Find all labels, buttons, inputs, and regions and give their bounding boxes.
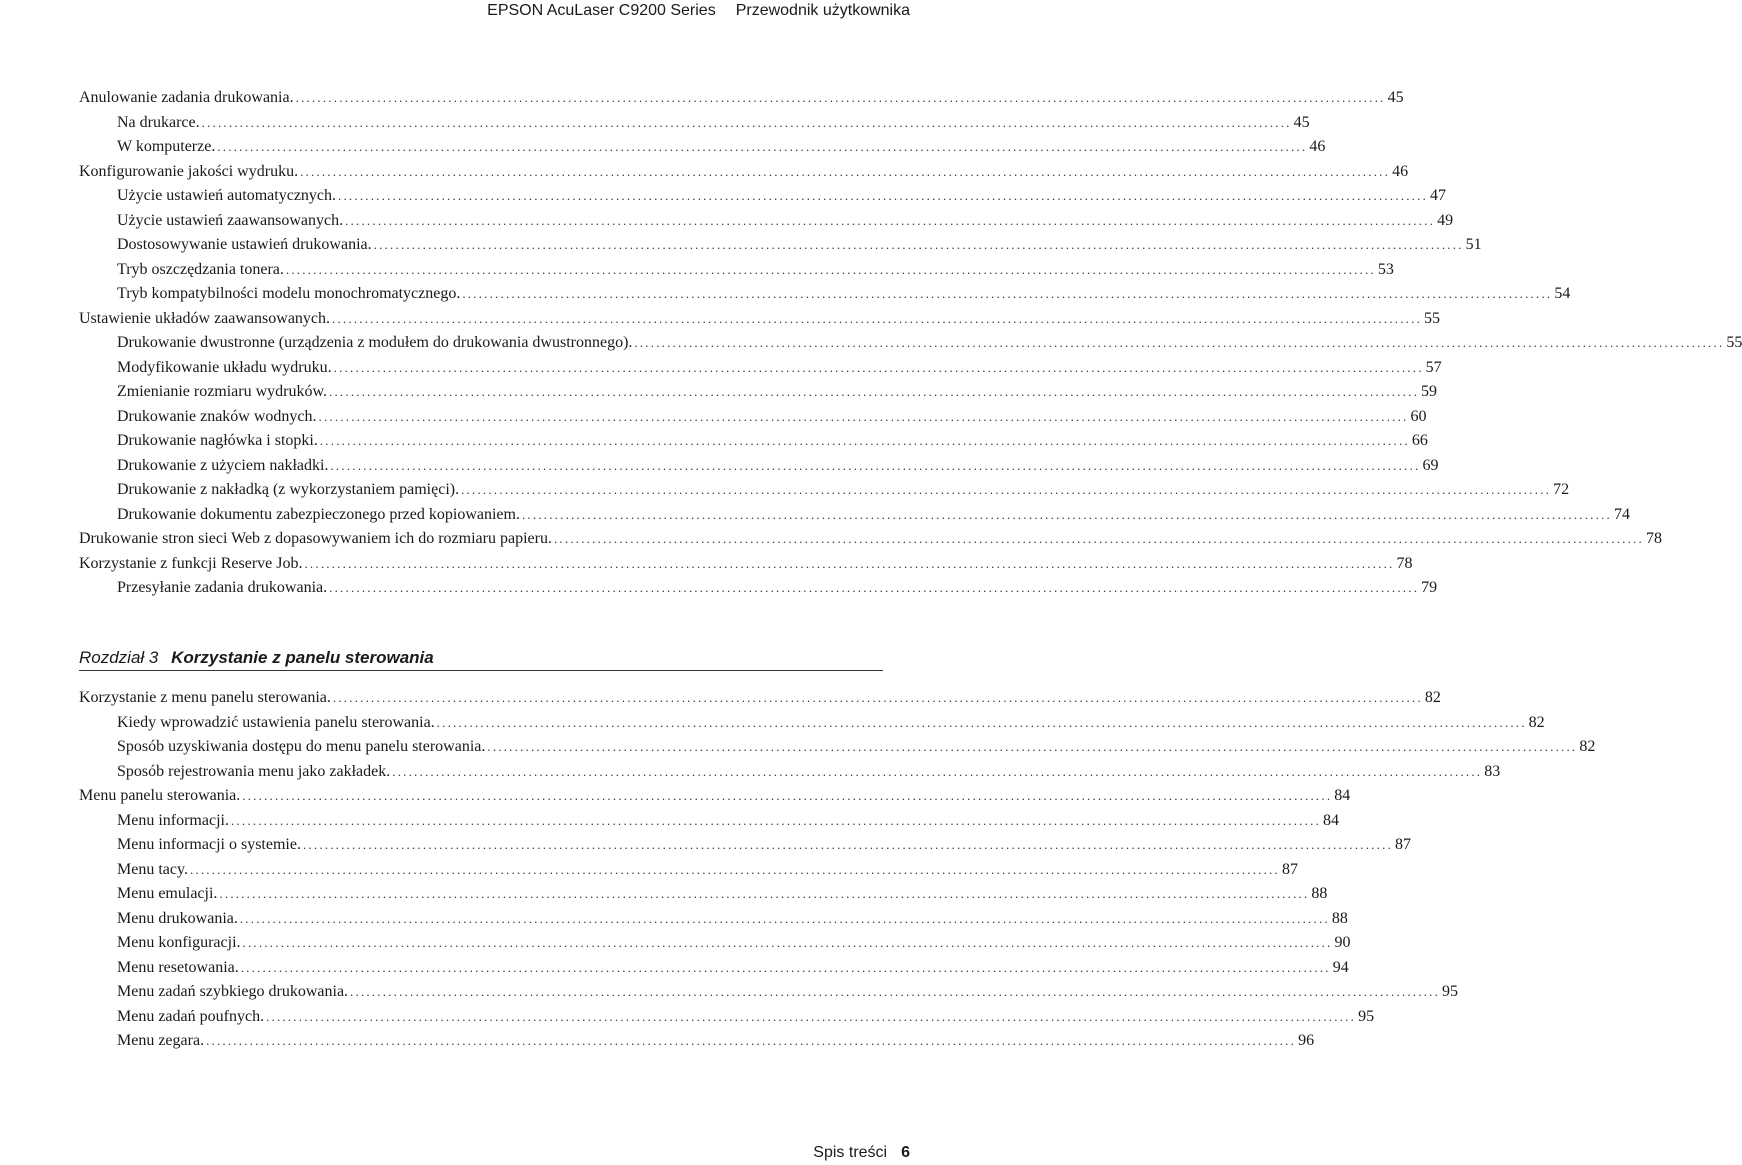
toc-entry[interactable] <box>79 833 1411 858</box>
toc-dot-leader: ........................................................................................................................................................................................................ <box>304 555 1395 571</box>
toc-entry-page: 95 <box>1358 1007 1375 1025</box>
toc-dot-leader: ........................................................................................................................................................................................................ <box>487 739 1578 754</box>
toc-entry-title: Anulowanie zadania drukowania. <box>79 89 294 106</box>
toc-entry-page: 59 <box>1421 383 1438 400</box>
toc-dot-leader: ........................................................................................................................................................................................................ <box>553 531 1644 546</box>
toc-entry[interactable] <box>79 380 1438 405</box>
toc-entry[interactable] <box>79 135 1326 160</box>
toc-entry-page: 45 <box>1387 89 1404 106</box>
toc-dot-leader: ........................................................................................................................................................................................................ <box>189 861 1280 877</box>
toc-entry-page: 82 <box>1579 738 1596 755</box>
toc-entry-title: Drukowanie z nakładką (z wykorzystaniem pamięci). <box>117 481 460 498</box>
toc-entry-page: 87 <box>1281 860 1298 878</box>
toc-entry[interactable] <box>79 503 1630 528</box>
toc-dot-leader: ........................................................................................................................................................................................................ <box>392 763 1483 779</box>
toc-entry[interactable] <box>79 307 1441 332</box>
toc-entry[interactable] <box>79 931 1351 956</box>
toc-entry-page: 82 <box>1424 689 1441 706</box>
toc-dot-leader: ........................................................................................................................................................................................................ <box>300 163 1391 179</box>
toc-entry[interactable] <box>79 809 1339 834</box>
toc-entry[interactable] <box>79 1005 1375 1030</box>
toc-entry-title: Dostosowywanie ustawień drukowania. <box>117 236 372 253</box>
toc-dot-leader: ........................................................................................................................................................................................................ <box>345 212 1436 228</box>
toc-entry-title: Na drukarce. <box>117 113 200 131</box>
toc-dot-leader: ........................................................................................................................................................................................................ <box>634 335 1725 350</box>
toc-dot-leader: ........................................................................................................................................................................................................ <box>319 433 1410 448</box>
toc-dot-leader: ........................................................................................................................................................................................................ <box>329 384 1420 399</box>
toc-entry-page: 96 <box>1298 1032 1315 1049</box>
toc-dot-leader: ........................................................................................................................................................................................................ <box>436 714 1527 730</box>
toc-entry-page: 51 <box>1465 236 1482 253</box>
toc-entry-title: Drukowanie stron sieci Web z dopasowywaniem ich do rozmiaru papieru. <box>79 530 552 547</box>
toc-entry[interactable] <box>79 405 1427 430</box>
toc-entry-page: 84 <box>1322 811 1339 829</box>
toc-entry[interactable] <box>79 784 1351 809</box>
toc-section-2 <box>79 686 1596 1054</box>
toc-entry-title: Menu zegara. <box>117 1032 205 1049</box>
toc-entry-page: 45 <box>1293 113 1310 131</box>
chapter-heading <box>79 645 883 671</box>
toc-entry[interactable] <box>79 258 1394 283</box>
chapter-label: Rozdział 3 <box>79 648 159 667</box>
toc-entry[interactable] <box>79 735 1596 760</box>
toc-entry[interactable] <box>79 429 1428 454</box>
toc-entry-page: 60 <box>1410 407 1427 425</box>
toc-entry-page: 47 <box>1430 187 1447 204</box>
toc-entry-page: 94 <box>1332 958 1349 976</box>
toc-entry-title: Sposób uzyskiwania dostępu do menu panelu sterowania. <box>117 738 486 755</box>
toc-dot-leader: ........................................................................................................................................................................................................ <box>266 1008 1357 1024</box>
toc-entry[interactable] <box>79 882 1328 907</box>
toc-dot-leader: ........................................................................................................................................................................................................ <box>201 114 1292 130</box>
toc-entry-title: Korzystanie z funkcji Reserve Job. <box>79 554 303 572</box>
toc-dot-leader: ........................................................................................................................................................................................................ <box>230 812 1321 828</box>
toc-entry[interactable] <box>79 956 1349 981</box>
toc-entry-title: Sposób rejestrowania menu jako zakładek. <box>117 762 391 780</box>
toc-entry-title: Drukowanie znaków wodnych. <box>117 407 317 425</box>
toc-entry-title: Drukowanie dokumentu zabezpieczonego przed kopiowaniem. <box>117 505 520 523</box>
toc-entry-title: Tryb oszczędzania tonera. <box>117 260 284 278</box>
toc-dot-leader: ........................................................................................................................................................................................................ <box>338 188 1429 203</box>
toc-entry-title: Menu resetowania. <box>117 958 239 976</box>
page-footer <box>813 1144 910 1162</box>
footer-page-number: 6 <box>901 1144 910 1161</box>
toc-dot-leader: ........................................................................................................................................................................................................ <box>242 935 1333 950</box>
toc-entry-page: 82 <box>1528 713 1545 731</box>
toc-entry-page: 88 <box>1311 885 1328 902</box>
toc-entry[interactable] <box>79 552 1413 577</box>
toc-entry-page: 87 <box>1394 836 1411 853</box>
product-name: EPSON AcuLaser C9200 Series <box>487 2 716 19</box>
toc-entry[interactable] <box>79 478 1570 503</box>
toc-entry-page: 95 <box>1442 983 1459 1000</box>
toc-entry-title: Przesyłanie zadania drukowania. <box>117 579 328 596</box>
toc-dot-leader: ........................................................................................................................................................................................................ <box>333 359 1424 375</box>
toc-entry-page: 54 <box>1554 285 1571 302</box>
toc-entry[interactable] <box>79 527 1662 552</box>
toc-entry-page: 83 <box>1484 762 1501 780</box>
toc-dot-leader: ........................................................................................................................................................................................................ <box>302 837 1393 852</box>
toc-entry-page: 79 <box>1421 579 1438 596</box>
toc-dot-leader: ........................................................................................................................................................................................................ <box>217 139 1308 154</box>
toc-entry-page: 53 <box>1377 260 1394 278</box>
toc-entry-title: Menu informacji o systemie. <box>117 836 301 853</box>
toc-entry[interactable] <box>79 282 1571 307</box>
toc-entry[interactable] <box>79 454 1439 479</box>
toc-entry-title: Drukowanie nagłówka i stopki. <box>117 432 318 449</box>
toc-entry-title: Konfigurowanie jakości wydruku. <box>79 162 299 180</box>
toc-entry[interactable] <box>79 576 1438 601</box>
toc-entry-title: Korzystanie z menu panelu sterowania. <box>79 689 331 706</box>
toc-entry[interactable] <box>79 907 1348 932</box>
toc-entry-page: 49 <box>1437 211 1454 229</box>
toc-entry[interactable] <box>79 209 1454 234</box>
toc-entry-page: 72 <box>1553 481 1570 498</box>
toc-entry[interactable] <box>79 1029 1315 1054</box>
toc-entry[interactable] <box>79 233 1482 258</box>
toc-entry-title: Menu informacji. <box>117 811 229 829</box>
toc-dot-leader: ........................................................................................................................................................................................................ <box>318 408 1409 424</box>
toc-entry[interactable] <box>79 111 1310 136</box>
toc-entry-page: 55 <box>1726 334 1742 351</box>
toc-dot-leader: ........................................................................................................................................................................................................ <box>373 237 1464 252</box>
toc-dot-leader: ........................................................................................................................................................................................................ <box>239 910 1330 926</box>
chapter-title: Korzystanie z panelu sterowania <box>171 648 434 667</box>
toc-entry-title: Zmienianie rozmiaru wydruków. <box>117 383 328 400</box>
toc-section-1 <box>79 86 1742 601</box>
toc-entry-title: Menu zadań szybkiego drukowania. <box>117 983 349 1000</box>
toc-entry[interactable] <box>79 86 1404 111</box>
toc-dot-leader: ........................................................................................................................................................................................................ <box>332 690 1423 705</box>
toc-entry-page: 78 <box>1396 554 1413 572</box>
toc-entry-title: Menu tacy. <box>117 860 188 878</box>
toc-entry-page: 57 <box>1425 358 1442 376</box>
toc-entry-page: 78 <box>1645 530 1662 547</box>
toc-entry-page: 69 <box>1422 456 1439 474</box>
toc-entry-page: 46 <box>1392 162 1409 180</box>
toc-entry-page: 90 <box>1334 934 1351 951</box>
toc-entry-title: Kiedy wprowadzić ustawienia panelu sterowania. <box>117 713 435 731</box>
toc-entry-title: Drukowanie z użyciem nakładki. <box>117 456 329 474</box>
toc-entry-title: Użycie ustawień automatycznych. <box>117 187 337 204</box>
toc-dot-leader: ........................................................................................................................................................................................................ <box>242 788 1333 803</box>
toc-entry-title: Menu emulacji. <box>117 885 218 902</box>
toc-dot-leader: ........................................................................................................................................................................................................ <box>285 261 1376 277</box>
toc-entry-title: Użycie ustawień zaawansowanych. <box>117 211 344 229</box>
toc-dot-leader: ........................................................................................................................................................................................................ <box>350 984 1441 999</box>
toc-entry-page: 74 <box>1613 505 1630 523</box>
page-header <box>487 0 910 21</box>
toc-dot-leader: ........................................................................................................................................................................................................ <box>521 506 1612 522</box>
toc-entry[interactable] <box>79 356 1442 381</box>
toc-entry-page: 66 <box>1411 432 1428 449</box>
footer-section: Spis treści <box>813 1144 888 1161</box>
toc-dot-leader: ........................................................................................................................................................................................................ <box>332 310 1423 326</box>
toc-entry[interactable] <box>79 760 1501 785</box>
toc-dot-leader: ........................................................................................................................................................................................................ <box>462 286 1553 301</box>
toc-entry[interactable] <box>79 331 1742 356</box>
toc-entry-title: Menu drukowania. <box>117 909 238 927</box>
toc-entry[interactable] <box>79 686 1441 711</box>
toc-dot-leader: ........................................................................................................................................................................................................ <box>240 959 1331 975</box>
toc-dot-leader: ........................................................................................................................................................................................................ <box>295 90 1386 105</box>
toc-entry[interactable] <box>79 711 1545 736</box>
toc-dot-leader: ........................................................................................................................................................................................................ <box>206 1033 1297 1048</box>
toc-entry-title: Drukowanie dwustronne (urządzenia z modułem do drukowania dwustronnego). <box>117 334 633 351</box>
toc-entry[interactable] <box>79 160 1409 185</box>
toc-dot-leader: ........................................................................................................................................................................................................ <box>329 580 1420 595</box>
toc-entry-title: Menu zadań poufnych. <box>117 1007 265 1025</box>
toc-entry-title: Ustawienie układów zaawansowanych. <box>79 309 331 327</box>
toc-entry-page: 84 <box>1334 787 1351 804</box>
toc-entry-title: Menu konfiguracji. <box>117 934 241 951</box>
toc-entry[interactable] <box>79 184 1447 209</box>
guide-title: Przewodnik użytkownika <box>735 2 910 19</box>
toc-dot-leader: ........................................................................................................................................................................................................ <box>219 886 1310 901</box>
toc-dot-leader: ........................................................................................................................................................................................................ <box>330 457 1421 473</box>
toc-entry[interactable] <box>79 858 1298 883</box>
toc-entry[interactable] <box>79 980 1459 1005</box>
toc-entry-page: 55 <box>1424 309 1441 327</box>
toc-dot-leader: ........................................................................................................................................................................................................ <box>461 482 1552 497</box>
toc-entry-page: 46 <box>1309 138 1326 155</box>
toc-entry-page: 88 <box>1331 909 1348 927</box>
toc-entry-title: Menu panelu sterowania. <box>79 787 241 804</box>
toc-entry-title: Modyfikowanie układu wydruku. <box>117 358 332 376</box>
toc-entry-title: Tryb kompatybilności modelu monochromatycznego. <box>117 285 461 302</box>
toc-entry-title: W komputerze. <box>117 138 216 155</box>
